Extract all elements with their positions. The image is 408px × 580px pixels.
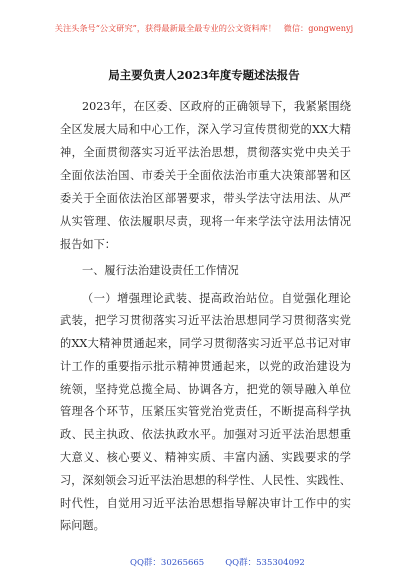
paragraph-line: 大意义、核心要义、精神实质、丰富内涵、实践要求的学 <box>60 451 351 465</box>
paragraph-line: 武装，把学习贯彻落实习近平法治思想同学习贯彻落实党 <box>60 314 351 328</box>
qq-group-2: QQ群：535304092 <box>225 558 305 568</box>
document-title: 局主要负责人2023年度专题述法报告 <box>108 68 300 82</box>
paragraph-line: 从实管理、依法履职尽责，现将一年来学法守法用法情况 <box>60 214 351 228</box>
paragraph-line: 习，深刻领会习近平法治思想的科学性、人民性、实践性、 <box>60 473 351 487</box>
paragraph-line: 计工作的重要指示批示精神贯通起来，以党的政治建设为 <box>60 359 351 373</box>
paragraph-line: 委关于全面依法治区部署要求，带头学法守法用法、从严 <box>60 191 351 205</box>
paragraph-line: 际问题。 <box>60 519 105 533</box>
paragraph-line: 管理各个环节，压紧压实管党治党责任，不断提高科学执 <box>60 405 351 419</box>
qq-footer <box>130 556 305 570</box>
wechat-id: 微信：gongwenyj <box>283 23 354 33</box>
paragraph-line: 全面依法治国、市委关于全面依法治市重大决策部署和区 <box>60 168 351 182</box>
paragraph-line: 2023年，在区委、区政府的正确领导下，我紧紧围绕 <box>82 99 351 113</box>
paragraph-line: 的XX大精神贯通起来，同学习贯彻落实习近平总书记对审 <box>60 337 351 351</box>
section-heading: 一、履行法治建设责任工作情况 <box>82 263 239 277</box>
paragraph-line: 统领，坚持党总揽全局、协调各方，把党的领导融入单位 <box>60 382 351 396</box>
subsection-paragraph <box>60 288 351 539</box>
paragraph-line: 全区发展大局和中心工作，深入学习宣传贯彻党的XX大精 <box>60 122 351 136</box>
qq-group-1: QQ群：30265665 <box>130 558 205 568</box>
promo-header <box>0 22 408 34</box>
paragraph-line: 神，全面贯彻落实习近平法治思想，贯彻落实党中央关于 <box>60 145 351 159</box>
paragraph-line: （一）增强理论武装、提高政治站位。自觉强化理论 <box>82 291 351 305</box>
paragraph-line: 报告如下： <box>60 237 116 251</box>
promo-text: 关注头条号“公文研究”，获得最新最全最专业的公文资料库！ <box>54 23 277 33</box>
intro-paragraph <box>60 95 351 256</box>
paragraph-line: 政、民主执政、依法执政水平。加强对习近平法治思想重 <box>60 428 351 442</box>
paragraph-line: 时代性，自觉用习近平法治思想指导解决审计工作中的实 <box>60 496 351 510</box>
